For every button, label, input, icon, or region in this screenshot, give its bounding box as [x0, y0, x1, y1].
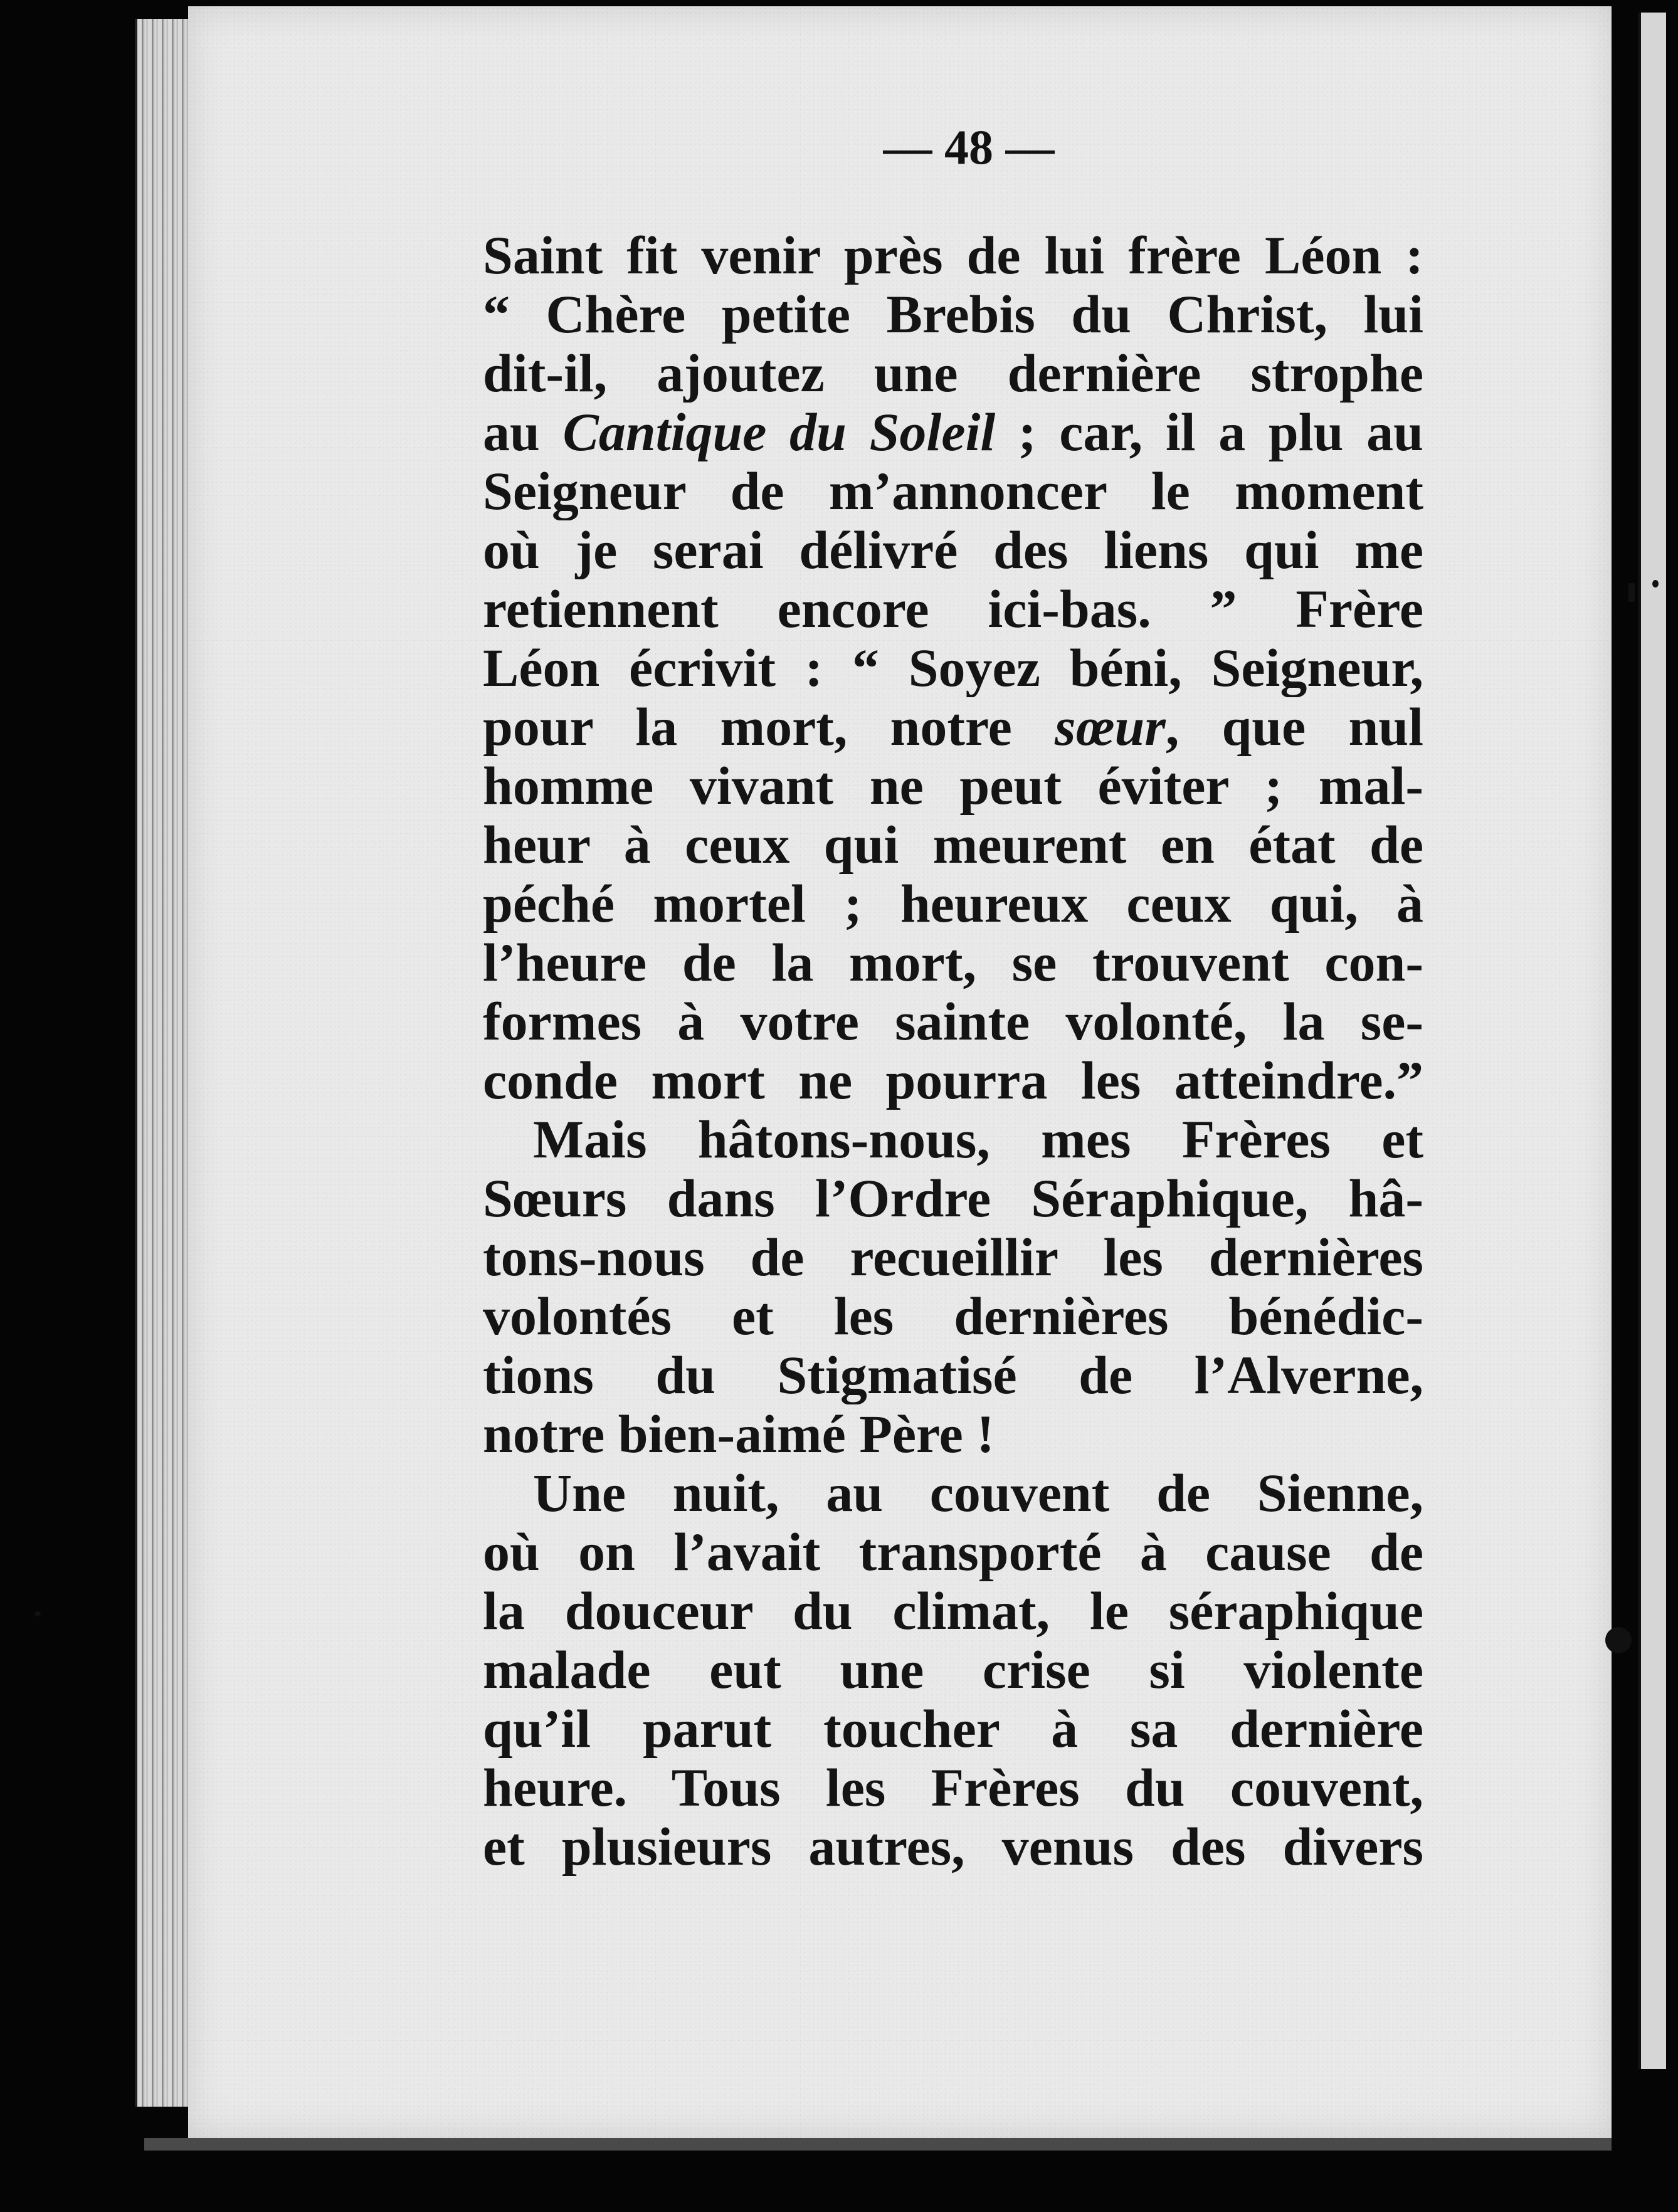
text-run: Seigneur de m’annoncer le moment	[483, 461, 1423, 520]
text-line	[483, 1287, 1423, 1346]
text-run: notre bien-aimé Père !	[483, 1404, 995, 1463]
text-line	[483, 638, 1423, 697]
text-line	[483, 461, 1423, 520]
page-bottom-edge	[144, 2138, 1612, 2151]
text-line	[483, 1699, 1423, 1758]
text-line	[483, 344, 1423, 403]
text-run: péché mortel ; heureux ceux qui, à	[483, 874, 1423, 933]
text-run: homme vivant ne peut éviter ; mal-	[483, 756, 1423, 815]
text-line	[483, 1758, 1423, 1817]
text-line	[483, 756, 1423, 815]
text-run: malade eut une crise si violente	[483, 1640, 1423, 1699]
scan-speck	[1605, 1627, 1632, 1653]
text-line	[483, 992, 1423, 1051]
text-run: la douceur du climat, le séraphique	[483, 1581, 1423, 1640]
text-line	[483, 1346, 1423, 1404]
text-run: au	[483, 403, 563, 461]
text-run: et plusieurs autres, venus des divers	[483, 1817, 1423, 1876]
text-run: l’heure de la mort, se trouvent con-	[483, 933, 1423, 992]
text-run: Mais hâtons-nous, mes Frères et	[533, 1110, 1423, 1169]
text-run: retiennent encore ici-bas. ” Frère	[483, 579, 1423, 638]
text-line	[483, 697, 1423, 756]
text-run: Saint fit venir près de lui frère Léon :	[483, 226, 1423, 285]
scan-speck	[34, 1611, 41, 1616]
text-run: conde mort ne pourra les atteindre.”	[483, 1051, 1423, 1110]
text-line	[483, 403, 1423, 461]
text-run: où on l’avait transporté à cause de	[483, 1522, 1423, 1581]
text-run: Léon écrivit : “ Soyez béni, Seigneur,	[483, 638, 1423, 697]
italic-text: Cantique du Soleil	[562, 403, 996, 461]
text-line	[483, 1110, 1423, 1169]
text-run: Une nuit, au couvent de Sienne,	[533, 1463, 1423, 1522]
italic-text: sœur	[1054, 697, 1166, 756]
text-line	[483, 1404, 1423, 1463]
text-run: tions du Stigmatisé de l’Alverne,	[483, 1346, 1423, 1404]
facing-page-edge	[1638, 13, 1666, 2069]
text-run: heur à ceux qui meurent en état de	[483, 815, 1423, 874]
page-number: — 48 —	[883, 120, 1055, 174]
text-run: ; car, il a plu au	[995, 403, 1423, 461]
text-line	[483, 1463, 1423, 1522]
text-line	[483, 1522, 1423, 1581]
text-line	[483, 874, 1423, 933]
text-line	[483, 1581, 1423, 1640]
text-run: , que nul	[1165, 697, 1423, 756]
text-run: où je serai délivré des liens qui me	[483, 520, 1423, 579]
text-line	[483, 1228, 1423, 1287]
text-run: formes à votre sainte volonté, la se-	[483, 992, 1423, 1051]
text-run: volontés et les dernières bénédic-	[483, 1287, 1423, 1346]
text-run: tons-nous de recueillir les dernières	[483, 1228, 1423, 1287]
text-line	[483, 815, 1423, 874]
scan-speck	[1652, 580, 1659, 587]
text-line	[483, 1640, 1423, 1699]
text-run: qu’il parut toucher à sa dernière	[483, 1699, 1423, 1758]
text-line	[483, 520, 1423, 579]
text-line	[483, 1169, 1423, 1228]
text-line	[483, 1051, 1423, 1110]
text-line	[483, 285, 1423, 344]
body-text	[483, 226, 1423, 1876]
text-run: heure. Tous les Frères du couvent,	[483, 1758, 1423, 1817]
text-line	[483, 579, 1423, 638]
text-run: dit-il, ajoutez une dernière strophe	[483, 344, 1423, 403]
text-line	[483, 933, 1423, 992]
text-line	[483, 226, 1423, 285]
text-run: “ Chère petite Brebis du Christ, lui	[483, 285, 1423, 344]
text-run: pour la mort, notre	[483, 697, 1055, 756]
text-line	[483, 1817, 1423, 1876]
text-run: Sœurs dans l’Ordre Séraphique, hâ-	[483, 1169, 1423, 1228]
scan-speck	[1628, 583, 1635, 602]
